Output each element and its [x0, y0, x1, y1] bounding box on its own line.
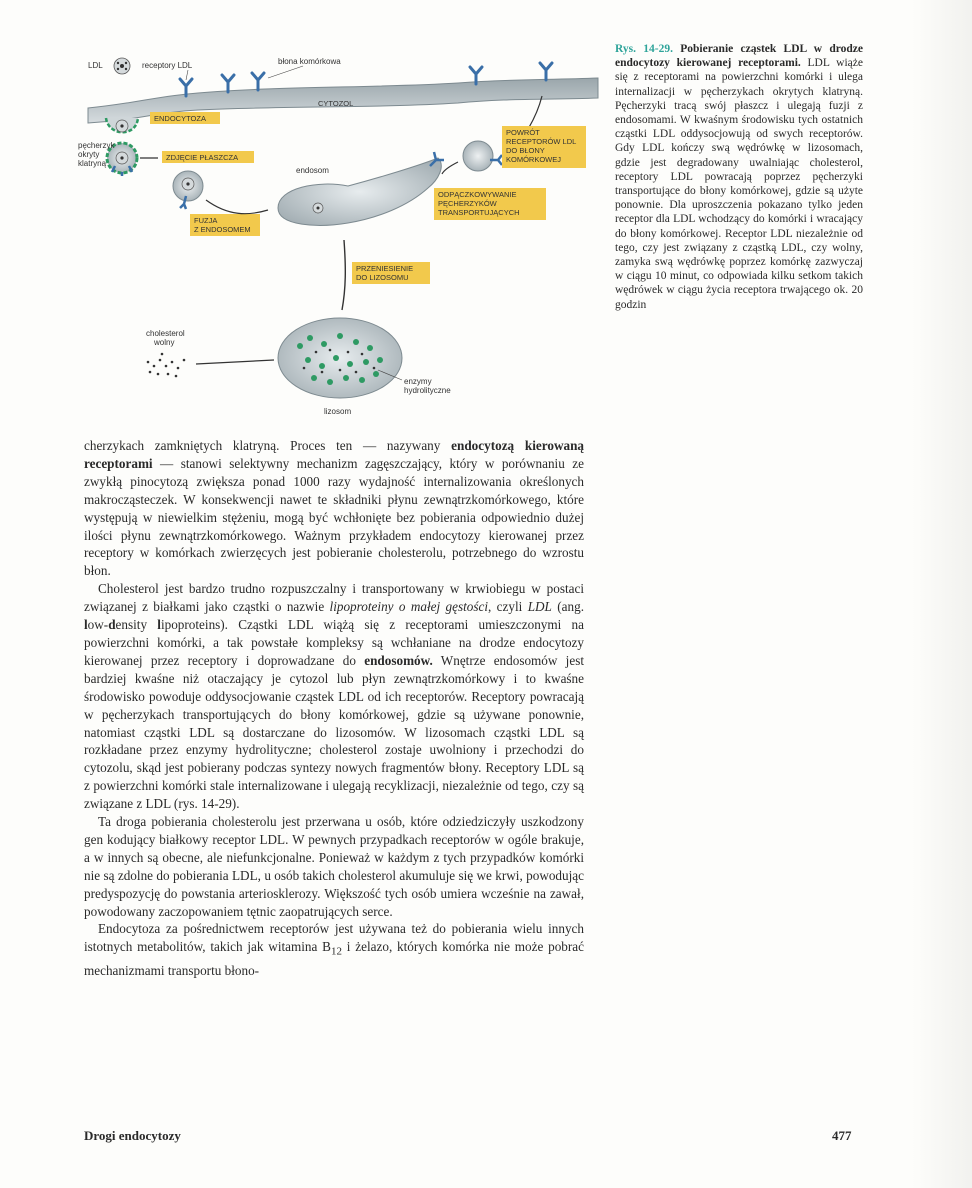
p2-term-ldl: LDL: [527, 599, 552, 615]
cytosol-label: CYTOZOL: [318, 99, 354, 108]
return-label-4: KOMÓRKOWEJ: [506, 155, 562, 164]
p4-subscript: 12: [330, 946, 342, 959]
transfer-label-1: PRZENIESIENIE: [356, 264, 414, 273]
paragraph-4: [84, 920, 584, 979]
figure-diagram: [78, 48, 608, 418]
page-number: 477: [832, 1128, 852, 1143]
receptor-pointer: [186, 70, 188, 80]
budding-label-3: TRANSPORTUJĄCYCH: [438, 208, 520, 217]
lysosome-label: lizosom: [324, 407, 352, 416]
coated-vesicle-label-1: pęcherzyk: [78, 141, 115, 150]
coated-pit: [106, 118, 138, 132]
receptors-label: receptory LDL: [142, 61, 193, 70]
p2-text-c: , czyli: [488, 599, 528, 615]
free-cholesterol-label-2: wolny: [154, 338, 175, 347]
figure-caption: [615, 42, 863, 312]
endosome: [278, 152, 444, 225]
p2-text-k: ipoproteins). Cząstki LDL wiążą się z receptorami umieszczonymi na powierzchni komórki, a tak powstałe kompleksy są wchłaniane na drodze endocytozy kierowanej przez receptory i doprowadzane do: [84, 617, 584, 668]
return-vesicle: [463, 141, 502, 171]
enzymes-label-1: enzymy: [404, 377, 432, 386]
lysosome: [278, 318, 402, 398]
p2-text-i: ensity: [115, 617, 158, 633]
p2-text-m: Wnętrze endosomów jest bardziej kwaśne niż otaczający je cytozol lub płyn zewnątrzkomórkowy i to kwaśne środowisko powoduje oddysocjowanie cząstek LDL od ich receptorów. Receptory powracają w pęcherzykach transportujących do błony komórkowej, gdzie są używane ponownie, natomiast cząstki LDL są dostarczane do lizosomów. W lizosomach cząstki LDL są rozkładane przez enzymy hydrolityczne; cholesterol zostaje uwolniony i przechodzi do cytozolu, skąd jest pobierany podczas syntezy nowych fragmentów błony. Receptory LDL są z powierzchni komórki stale internalizowane i ulegają recyklizacji, niezależnie od tego, czy są związane z LDL (rys. 14-29).: [84, 652, 584, 812]
paragraph-1: [84, 437, 584, 580]
coated-vesicle-label-3: klatryną: [78, 159, 107, 168]
membrane-pointer: [268, 66, 303, 78]
return-label-1: POWRÓT: [506, 128, 540, 137]
return-label-2: RECEPTORÓW LDL: [506, 137, 577, 146]
p2-text-g: ow-: [87, 617, 109, 633]
uncoated-vesicle: [173, 171, 203, 209]
figure-number: Rys. 14-29.: [615, 43, 673, 55]
running-footer-section: Drogi endocytozy: [84, 1128, 181, 1143]
budding-arrow: [442, 162, 458, 174]
paragraph-2: [84, 580, 584, 813]
free-cholesterol: [147, 353, 186, 378]
figure-title: Pobieranie cząstek LDL w drodze endocytozy kierowanej receptorami.: [615, 43, 864, 70]
p2-text-e: (ang.: [551, 599, 584, 615]
free-cholesterol-label-1: cholesterol: [146, 329, 185, 338]
ldl-particle-legend: [114, 58, 130, 74]
enzymes-label-2: hydrolityczne: [404, 386, 451, 395]
endosome-label: endosom: [296, 166, 329, 175]
transfer-label-2: DO LIZOSOMU: [356, 273, 409, 282]
ldl-endocytosis-figure: [78, 48, 608, 418]
p2-letter-l1: l: [84, 617, 88, 633]
p2-letter-l2: l: [157, 617, 161, 633]
endocytosis-label: ENDOCYTOZA: [154, 114, 206, 123]
caption-text: LDL wiąże się z receptorami na powierzchni komórki i ulega internalizacji w pęcherzykach okrytych klatryną. Pęcherzyki tracą swój płaszcz i ulegają fuzji z endosomami. W kwaśnym środowisku tych ostatnich cząstki LDL oddysocjowują od swych receptorów. Gdy LDL kończy swą wędrówkę w lizosomach, gdzie jest degradowany uwalniając cholesterol, receptory LDL powracają poprzez pęcherzyki transportujące do błony komórkowej, gdzie są użyte ponownie. Dla uproszczenia pokazano tylko jeden receptor dla LDL wchodzący do komórki i wracający do błony komórkowej. Receptor LDL niezależnie od tego, czy jest związany z cząstką LDL, czy wolny, zamyka swą wędrówkę poprzez komórkę zazwyczaj w ciągu 10 minut, co odpowiada kilku setkom takich wędrówek w ciągu życia receptora trwającego ok. 20 godzin: [615, 57, 863, 311]
p2-term-endosomes: endosomów.: [364, 652, 433, 668]
fusion-arrow: [206, 200, 268, 214]
p2-letter-d: d: [108, 617, 116, 633]
p2-text-a: Cholesterol jest bardzo trudno rozpuszczalny i transportowany w krwiobiegu w postaci związanej z białkami jako cząstki o nazwie: [84, 581, 584, 615]
fusion-label-1: FUZJA: [194, 216, 218, 225]
return-label-3: DO BŁONY: [506, 146, 545, 155]
budding-label-2: PĘCHERZYKÓW: [438, 199, 497, 208]
paragraph-3: Ta droga pobierania cholesterolu jest przerwana u osób, które odziedziczyły uszkodzony gen kodujący białkowy receptor LDL. W pewnych przypadkach receptorów w ogóle brakuje, a w innych są obecne, ale niefunkcjonalne. Ponieważ w każdym z tych przypadków komórki nie są zdolne do pobierania LDL, u osób takich cholesterol akumuluje się we krwi, powodując predyspozycję do powstania arteriosklerozy. Większość tych osób umiera wcześnie na zawał, powodowany zaczopowaniem tętnic zaopatrujących serce.: [84, 814, 584, 919]
ldl-label: LDL: [88, 61, 103, 70]
p2-term-ldl-full: lipoproteiny o małej gęstości: [329, 599, 489, 615]
membrane-label: błona komórkowa: [278, 57, 341, 66]
p4-text-a: Endocytoza za pośrednictwem receptorów jest używana też do pobierania wielu innych istotnych metabolitów, takich jak witamina B: [84, 921, 584, 955]
transfer-arrow: [342, 240, 345, 310]
cholesterol-arrow: [196, 360, 274, 364]
p4-text-b: i żelazo, których komórka nie może pobrać mechanizmami transportu błono-: [84, 939, 585, 978]
p1-text-c: — stanowi selektywny mechanizm zagęszczający, który w porównaniu ze zwykłą pinocytozą zwiększa ponad 1000 razy wydajność internalizowania określonych makrocząsteczek. W konsekwencji nawet te składniki płynu zewnątrzkomórkowego, które występują w niewielkim stężeniu, mogą być wchłonięte bez pobierania odpowiednio dużej ilości płynu zewnątrzkomórkowego. Ważnym przykładem endocytozy kierowanej przez receptory w komórkach zwierzęcych jest pobieranie cholesterolu, potrzebnego do wzrostu błon.: [84, 455, 584, 579]
p1-term: endocytozą kierowaną receptorami: [84, 438, 584, 471]
uncoating-label: ZDJĘCIE PŁASZCZA: [166, 153, 239, 162]
page-edge-shade: [912, 0, 972, 1188]
coated-vesicle-label-2: okryty: [78, 150, 100, 159]
fusion-label-2: Z ENDOSOMEM: [194, 225, 251, 234]
p1-text-a: cherzykach zamkniętych klatryną. Proces ten — nazywany: [84, 438, 452, 453]
main-text: [84, 437, 584, 980]
budding-label-1: ODPĄCZKOWYWANIE: [438, 190, 517, 199]
